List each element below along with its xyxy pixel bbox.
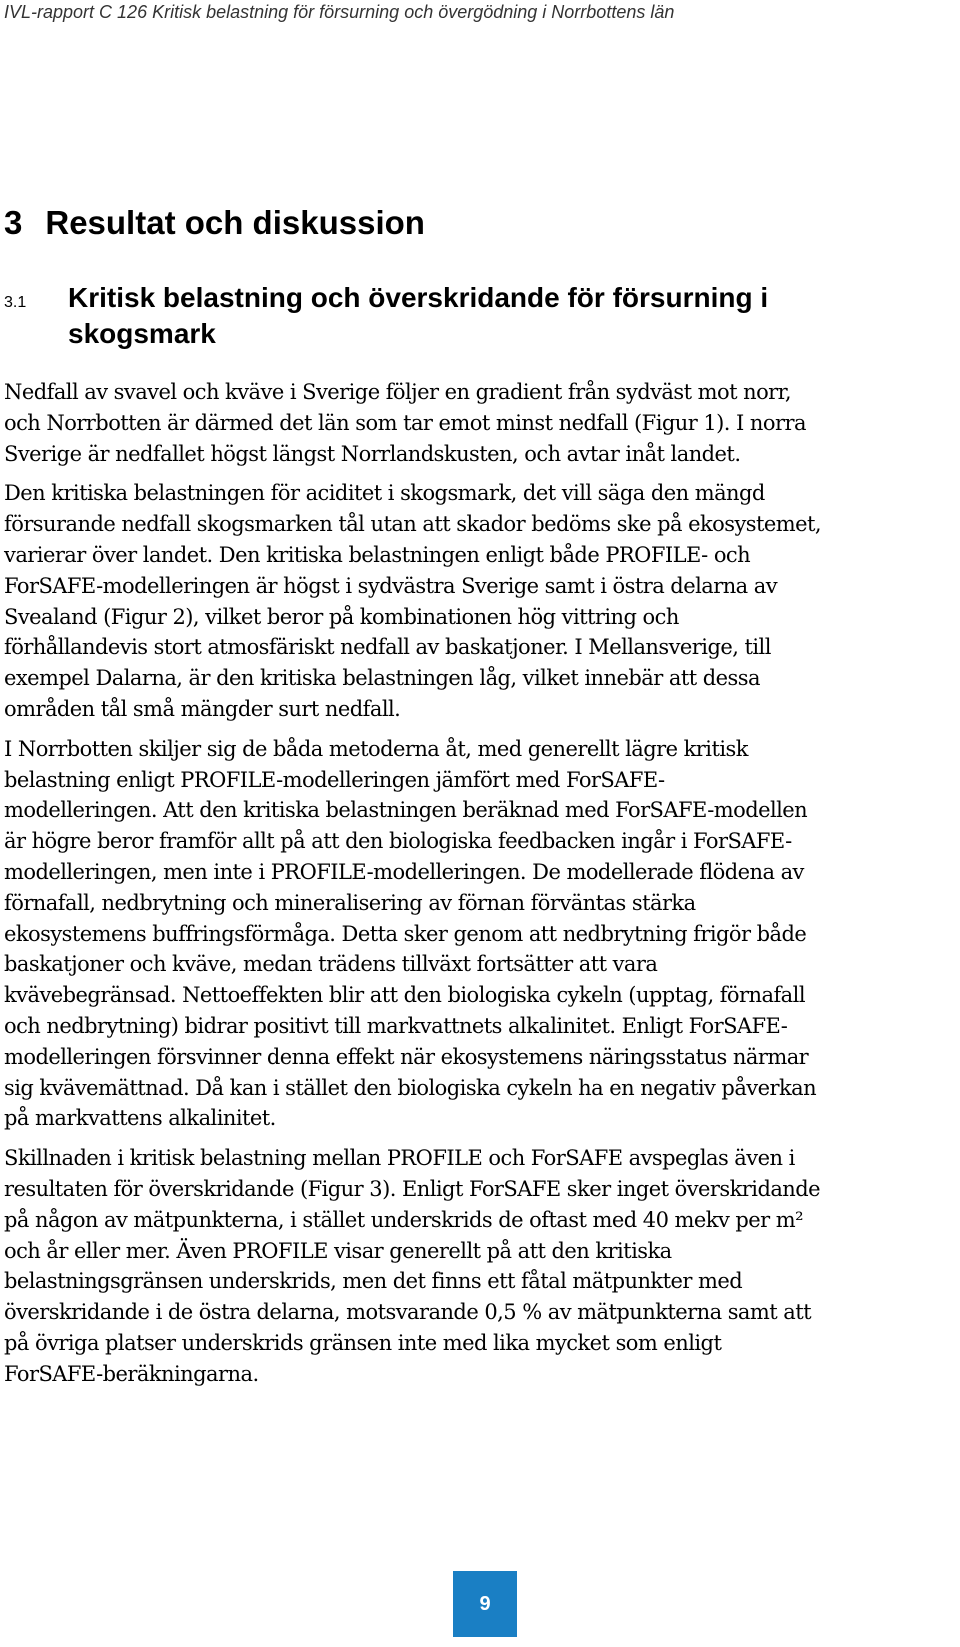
paragraph: Skillnaden i kritisk belastning mellan PROFILE och ForSAFE avspeglas även i resultaten för överskridande (Figur 3). Enligt ForSAFE sker inget överskridande på någon av mätpunkterna, i stället underskrids de oftast med 40 mekv per m² och år eller mer. Även PROFILE visar generellt på att den kritiska belastningsgränsen underskrids, men det finns ett fåtal mätpunkter med överskridande i de östra delarna, motsvarande 0,5 % av mätpunkterna samt att på övriga platser underskrids gränsen inte med lika mycket som enligt ForSAFE-beräkningarna. [4,1146,821,1386]
section-heading [4,204,425,242]
subsection-number: 3.1 [4,294,27,311]
paragraph: Den kritiska belastningen för aciditet i skogsmark, det vill säga den mängd försurande nedfall skogsmarken tål utan att skador bedöms ske på ekosystemet, varierar över landet. Den kritiska belastningen enligt både PROFILE- och ForSAFE-modelleringen är högst i sydvästra Sverige samt i östra delarna av Svealand (Figur 2), vilket beror på kombinationen hög vittring och förhållandevis stort atmosfäriskt nedfall av baskatjoner. I Mellansverige, till exempel Dalarna, är den kritiska belastningen låg, vilket innebär att dessa områden tål små mängder surt nedfall. [4,481,822,721]
paragraph: Nedfall av svavel och kväve i Sverige följer en gradient från sydväst mot norr, och Norrbotten är därmed det län som tar emot minst nedfall (Figur 1). I norra Sverige är nedfallet högst längst Norrlandskusten, och avtar inåt landet. [4,380,806,466]
subsection-title: Kritisk belastning och överskridande för försurning i skogsmark [68,282,769,349]
body-text [4,377,960,1399]
running-header: IVL-rapport C 126 Kritisk belastning för försurning och övergödning i Norrbottens län [4,2,675,22]
paragraph: I Norrbotten skiljer sig de båda metoderna åt, med generellt lägre kritisk belastning enligt PROFILE-modelleringen jämfört med ForSAFE- modelleringen. Att den kritiska belastningen beräknad med ForSAFE-modellen är högre beror framför allt på att den biologiska feedbacken ingår i ForSAFE- modelleringen, men inte i PROFILE-modelleringen. De modellerade flödena av förnafall, nedbrytning och mineralisering av förnan förväntas stärka ekosystemens buffringsförmåga. Detta sker genom att nedbrytning frigör både baskatjoner och kväve, medan trädens tillväxt fortsätter att vara kvävebegränsad. Nettoeffekten blir att den biologiska cykeln (upptag, förnafall och nedbrytning) bidrar positivt till markvattnets alkalinitet. Enligt ForSAFE- modelleringen försvinner denna effekt när ekosystemens näringsstatus närmar sig kvävemättnad. Då kan i stället den biologiska cykeln ha en negativ påverkan på markvattens alkalinitet. [4,736,817,1131]
subsection-heading [4,280,904,352]
section-title: Resultat och diskussion [45,204,425,241]
page-number: 9 [453,1571,517,1637]
section-number: 3 [4,204,23,241]
